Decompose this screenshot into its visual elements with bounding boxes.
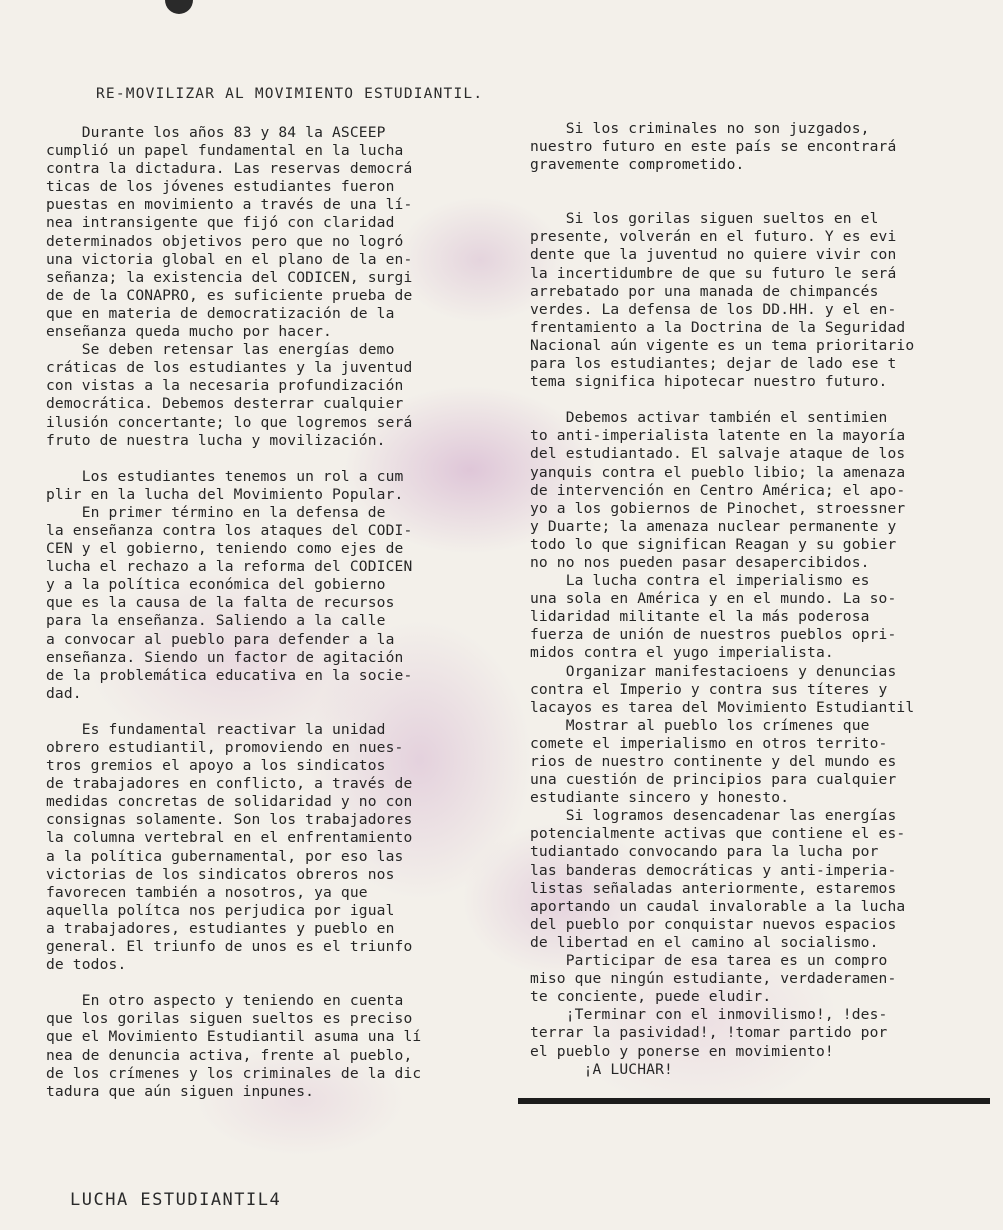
- paragraph: Es fundamental reactivar la unidad obrero estudiantil, promoviendo en nues- tros gremios el apoyo a los sindicatos de trabajadores en conflicto, a través de medidas concretas de solidaridad y no con consignas solamente. Son los trabajadores la columna vertebral en el enfrentamiento a la política gubernamental, por eso las victorias de los sindicatos obreros nos favorecen también a nosotros, ya que aquella polítca nos perjudica por igual a trabajadores, estudiantes y pueblo en general. El triunfo de unos es el triunfo de todos.: [46, 720, 413, 974]
- paragraph-gap: [530, 391, 914, 409]
- paragraph: ¡Terminar con el inmovilismo!, !des- terrar la pasividad!, !tomar partido por el pueblo y ponerse en movimiento!: [530, 1006, 888, 1060]
- paragraph: Se deben retensar las energías demo cráticas de los estudiantes y la juventud con vistas a la necesaria profundización democrática. Debemos desterrar cualquier ilusión concertante; lo que logremos será fruto de nuestra lucha y movilización.: [46, 341, 413, 449]
- separator-rule: [518, 1098, 990, 1104]
- ink-mark: [165, 0, 193, 14]
- paragraph: Mostrar al pueblo los crímenes que comete el imperialismo en otros territo- rios de nuestro continente y del mundo es una cuestión de principios para cualquier estudiante sincero y honesto.: [530, 716, 897, 807]
- paragraph: La lucha contra el imperialismo es una sola en América y en el mundo. La so- lidaridad militante el la más poderosa fuerza de unión de nuestros pueblos opri- midos contra el yugo imperialista.: [530, 572, 897, 662]
- paragraph-gap: [46, 974, 421, 992]
- paragraph: En primer término en la defensa de la enseñanza contra los ataques del CODI- CEN y el gobierno, teniendo como ejes de lucha el rechazo a la reforma del CODICEN y a la política económica del gobierno que es la causa de la falta de recursos para la enseñanza. Saliendo a la calle a convocar al pueblo para defender a la enseñanza. Siendo un factor de agitación de la problemática educativa en la socie- dad.: [46, 503, 413, 702]
- paragraph: Organizar manifestacioens y denuncias contra el Imperio y contra sus títeres y lacayos es tarea del Movimiento Estudiantil: [530, 662, 915, 716]
- paragraph-gap: [46, 703, 421, 721]
- paragraph: Si logramos desencadenar las energías potencialmente activas que contiene el es- tudiantado convocando para la lucha por las banderas democráticas y anti-imperia- listas señaladas anteriormente, estaremos aportando un caudal invalorable a la lucha del pueblo por conquistar nuevos espacios de libertad en el camino al socialismo.: [530, 807, 906, 951]
- paragraph-gap: [530, 174, 914, 192]
- paragraph: Si los criminales no son juzgados, nuestro futuro en este país se encontrará gravemente comprometido.: [530, 120, 897, 174]
- page-number: 4: [269, 1190, 282, 1210]
- paragraph: Participar de esa tarea es un compro miso que ningún estudiante, verdaderamen- te conciente, puede eludir.: [530, 952, 897, 1006]
- paragraph: Debemos activar también el sentimien to anti-imperialista latente en la mayoría del estudiantado. El salvaje ataque de los yanquis contra el pueblo libio; la amenaza de intervención en Centro América; el apo- yo a los gobiernos de Pinochet, stroessner y Duarte; la amenaza nuclear permanente y todo lo que significan Reagan y su gobier no no nos pueden pasar desapercibidos.: [530, 409, 906, 571]
- footer: [70, 1190, 281, 1210]
- left-column: [46, 124, 421, 1101]
- paragraph: Si los gorilas siguen sueltos en el presente, volverán en el futuro. Y es evi dente que la juventud no quiere vivir con la incertidumbre de que su futuro le será arrebatado por una manada de chimpancés verdes. La defensa de los DD.HH. y el en- frentamiento a la Doctrina de la Seguridad Nacional aún vigente es un tema prioritario para los estudiantes; dejar de lado ese t tema significa hipotecar nuestro futuro.: [530, 210, 915, 391]
- publication-name: LUCHA ESTUDIANTIL: [70, 1190, 270, 1210]
- paragraph-gap: [530, 192, 914, 210]
- paragraph: Durante los años 83 y 84 la ASCEEP cumplió un papel fundamental en la lucha contra la dictadura. Las reservas democrá ticas de los jóvenes estudiantes fueron puestas en movimiento a través de una lí- nea intransigente que fijó con claridad determinados objetivos pero que no logró una victoria global en el plano de la en- señanza; la existencia del CODICEN, surgi de de la CONAPRO, es suficiente prueba de que en materia de democratización de la enseñanza queda mucho por hacer.: [46, 124, 413, 341]
- right-column: [530, 120, 914, 1079]
- paragraph-gap: [46, 450, 421, 468]
- article-title: RE-MOVILIZAR AL MOVIMIENTO ESTUDIANTIL.: [96, 86, 484, 102]
- paragraph: En otro aspecto y teniendo en cuenta que los gorilas siguen sueltos es preciso que el Movimiento Estudiantil asuma una lí nea de denuncia activa, frente al pueblo, de los crímenes y los criminales de la dic tadura que aún siguen inpunes.: [46, 992, 422, 1100]
- paragraph: ¡A LUCHAR!: [530, 1060, 673, 1078]
- paragraph: Los estudiantes tenemos un rol a cum plir en la lucha del Movimiento Popular.: [46, 467, 404, 503]
